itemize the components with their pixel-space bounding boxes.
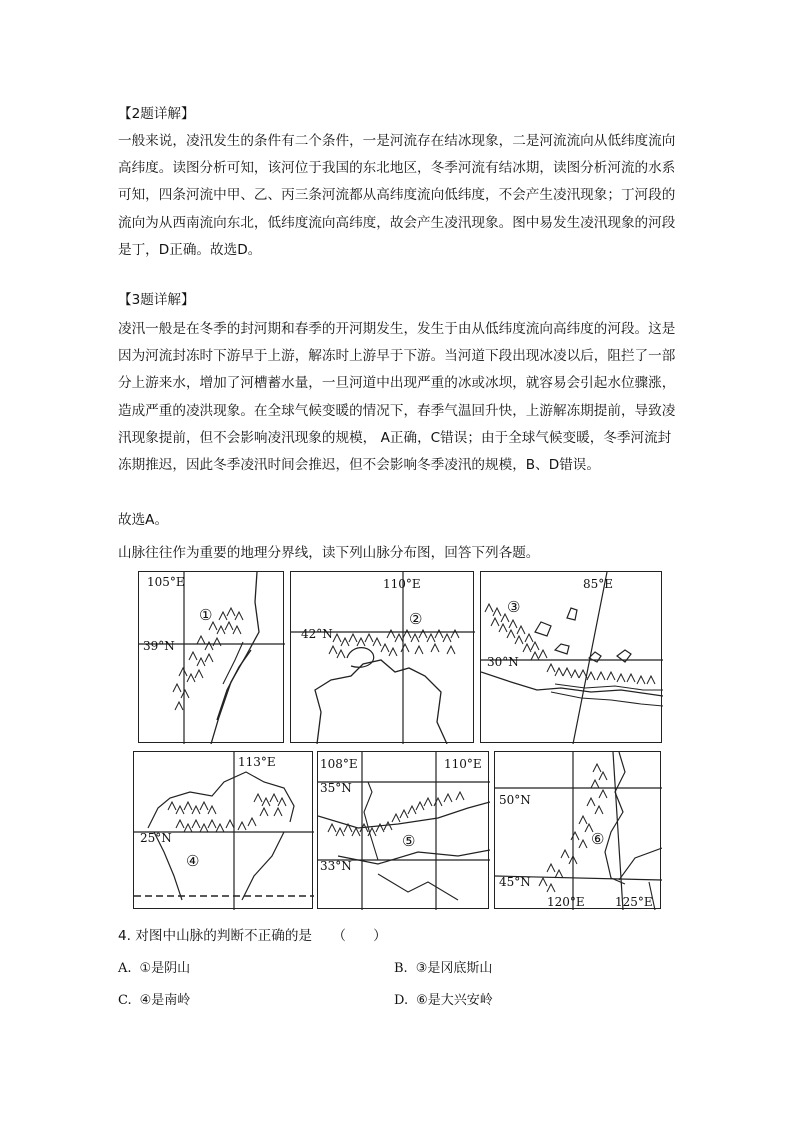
section3-body: 凌汛一般是在冬季的封河期和春季的开河期发生，发生于由从低纬度流向高纬度的河段。这是因为河流封冻时下游早于上游，解冻时上游早于下游。当河道下段出现冰凌以后，阻拦了一部分上游来水，增加了河槽蓄水量，一旦河道中出现严重的冰或冰坝，就容易会引起水位骤涨，造成严重的凌洪现象。在全球气候变暖的情况下，春季气温回升快，上游解冻期提前，导致凌汛现象提前，但不会影响凌汛现象的规模， A正确，C错误；由于全球气候变暖，冬季河流封冻期推迟，因此冬季凌汛时间会推迟，但不会影响冬季凌汛的规模，B、D错误。 (118, 321, 676, 474)
option-text: ⑥是大兴安岭 (416, 993, 493, 1008)
map2-number: ② (409, 610, 423, 628)
option-b[interactable] (394, 957, 492, 976)
map-5 (317, 751, 489, 909)
option-letter: A. (118, 961, 132, 976)
section3-heading: 【3题详解】 (118, 292, 195, 308)
map5-lat1-label: 35°N (320, 781, 352, 795)
map-6 (494, 751, 661, 909)
map4-number: ④ (186, 852, 200, 870)
map6-lon1-label: 120°E (547, 895, 585, 909)
map2-lat-label: 42°N (301, 627, 333, 641)
option-text: ①是阴山 (139, 961, 191, 976)
map3-number: ③ (507, 598, 521, 616)
map6-lat2-label: 45°N (499, 875, 531, 889)
section3-answer: 故选A。 (118, 512, 169, 528)
map1-lat-label: 39°N (143, 639, 175, 653)
map5-lon2-label: 110°E (444, 757, 482, 771)
section2-body: 一般来说，凌汛发生的条件有二个条件，一是河流存在结冰现象，二是河流流向从低纬度流向高纬度。读图分析可知，该河位于我国的东北地区，冬季河流有结冰期，读图分析河流的水系可知，四条河流中甲、乙、丙三条河流都从高纬度流向低纬度，不会产生凌汛现象；丁河段的流向为从西南流向东北，低纬度流向高纬度，故会产生凌汛现象。图中易发生凌汛现象的河段是丁，D正确。故选D。 (118, 133, 676, 258)
map-2 (290, 571, 474, 743)
option-letter: D. (394, 993, 409, 1008)
map3-lat-label: 30°N (487, 655, 519, 669)
map6-lon2-label: 125°E (615, 895, 653, 909)
option-letter: B. (394, 961, 408, 976)
map5-number: ⑤ (402, 832, 416, 850)
option-letter: C. (118, 993, 132, 1008)
map6-lat1-label: 50°N (499, 793, 531, 807)
map1-number: ① (199, 606, 213, 624)
map5-lon1-label: 108°E (320, 757, 358, 771)
question-stem: 4. 对图中山脉的判断不正确的是 （ ） (118, 928, 387, 944)
map-4 (133, 751, 313, 909)
map2-lon-label: 110°E (383, 577, 421, 591)
map6-number: ⑥ (591, 830, 605, 848)
option-d[interactable] (394, 989, 493, 1008)
map4-lat-label: 25°N (140, 831, 172, 845)
intro-text: 山脉往往作为重要的地理分界线，读下列山脉分布图，回答下列各题。 (118, 545, 540, 561)
map4-lon-label: 113°E (238, 755, 276, 769)
option-text: ③是冈底斯山 (415, 961, 493, 976)
option-a[interactable] (118, 957, 190, 976)
map1-lon-label: 105°E (147, 575, 185, 589)
section2-heading: 【2题详解】 (118, 106, 195, 122)
option-text: ④是南岭 (139, 993, 191, 1008)
option-c[interactable] (118, 989, 190, 1008)
map5-lat2-label: 33°N (320, 859, 352, 873)
map-3 (480, 571, 662, 743)
map-1 (138, 571, 284, 743)
map3-lon-label: 85°E (583, 577, 614, 591)
